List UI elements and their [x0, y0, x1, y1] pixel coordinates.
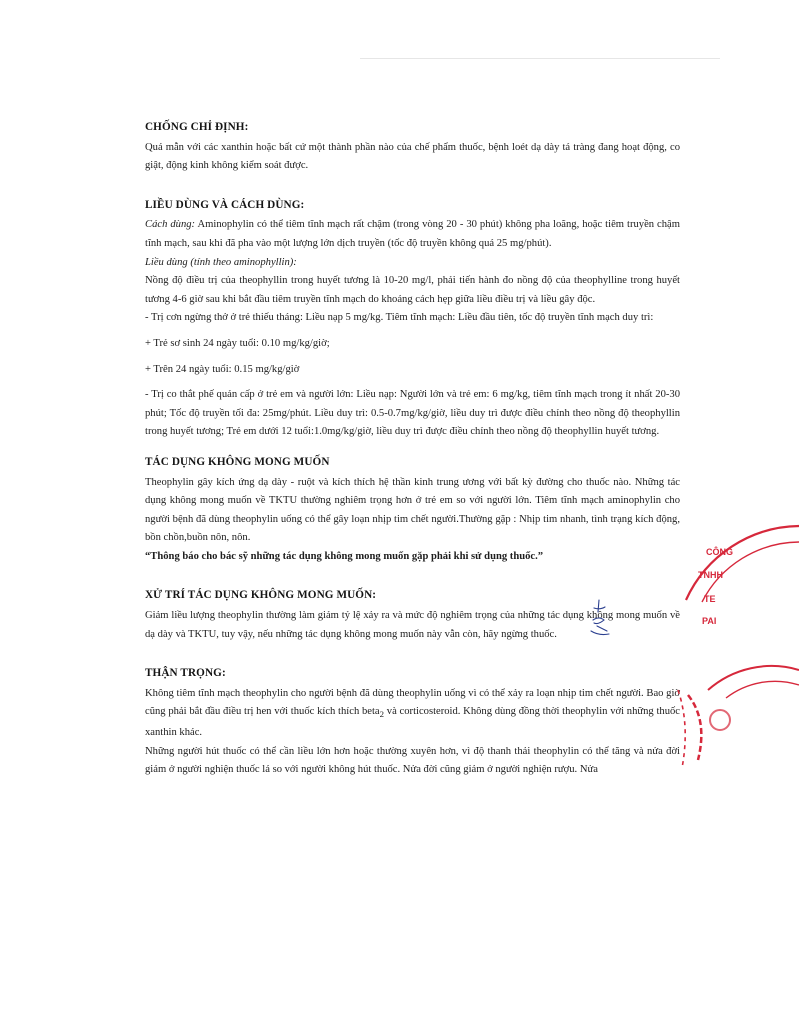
stamp-line-1: CÔNG: [706, 547, 733, 557]
contraindications-text: Quá mẫn với các xanthin hoặc bất cứ một thành phần nào của chế phẩm thuốc, bệnh loét dạ dày tá tràng đang hoạt động, co giật, động kinh không kiểm soát được.: [145, 141, 680, 172]
stamp-line-3: TE: [704, 594, 716, 604]
heading-precautions: THẬN TRỌNG:: [145, 667, 226, 680]
usage-text: Aminophylin có thể tiêm tĩnh mạch rất chậm (trong vòng 20 - 30 phút) không pha loãng, hoặc tiêm truyền chậm tĩnh mạch, sau khi đã pha vào một lượng lớn dịch truyền (tốc độ truyền không quá 25 mg/phút).: [145, 219, 680, 249]
section-side-effects: [145, 453, 680, 567]
scan-line-artifact: [360, 58, 720, 59]
management-text: Giảm liều lượng theophylin thường làm giảm tỷ lệ xảy ra và mức độ nghiêm trọng của những tác dụng không mong muốn về dạ dày và TKTU, tuy vậy, nếu những tác dụng không mong muốn này vẫn còn, hãy ngừng thuốc.: [145, 610, 680, 640]
apnea-dosing-text: - Trị cơn ngừng thở ở trẻ thiếu tháng: Liều nạp 5 mg/kg. Tiêm tĩnh mạch: Liều đầu tiên, tốc độ truyền tĩnh mạch duy trì:: [145, 312, 654, 324]
usage-label: Cách dùng:: [145, 219, 196, 231]
heading-dosage: LIỀU DÙNG VÀ CÁCH DÙNG:: [145, 198, 305, 211]
precautions-text-2: Những người hút thuốc có thể cần liều lớn hơn hoặc thường xuyên hơn, vì độ thanh thải theophylin có thể tăng và nửa đời giảm ở người nghiện thuốc lá so với người không hút thuốc. Nửa đời cũng giảm ở người nghiện rượu. Nửa: [145, 745, 680, 776]
heading-management: XỬ TRÍ TÁC DỤNG KHÔNG MONG MUỐN:: [145, 589, 377, 602]
precautions-text-1: [145, 685, 680, 743]
section-contraindications: [145, 118, 680, 176]
stamp-line-2: TNHH: [698, 570, 723, 580]
document-body: [145, 118, 680, 780]
side-effects-text: Theophylin gây kích ứng dạ dày - ruột và kích thích hệ thần kinh trung ương với bất kỳ đường cho thuốc nào. Những tác dụng không mong muốn về TKTU thường nghiêm trọng hơn ở trẻ em so với người lớn. Tiêm tĩnh mạch aminophylin cho người bệnh đã dùng theophylin uống có thể gây loạn nhịp tim chết người.Thường gặp : Nhịp tim nhanh, tình trạng kích động, bồn chồn,buồn nôn, nôn.: [145, 476, 680, 544]
dose-label: Liều dùng (tính theo aminophyllin):: [145, 256, 297, 268]
bronchospasm-dosing-text: - Trị co thắt phế quản cấp ở trẻ em và người lớn: Liều nạp: Người lớn và trẻ em: 6 mg/kg, tiêm tĩnh mạch trong ít nhất 20-30 phút; Tốc độ truyền tối đa: 25mg/phút. Liều duy trì: 0.5-0.7mg/kg/giờ, liều duy trì được điều chỉnh theo nồng độ theophyllin trong huyết tương; Trẻ em dưới 12 tuổi:1.0mg/kg/giờ, liều duy trì được điều chỉnh theo nồng độ theophyllin huyết tương.: [145, 389, 680, 438]
over24-dose-text: + Trên 24 ngày tuổi: 0.15 mg/kg/giờ: [145, 363, 300, 375]
precautions-text-1a: Không tiêm tĩnh mạch theophylin cho người bệnh đã dùng theophylin uống vì có thể xảy ra loạn nhịp tim chết người. Bao giờ cũng phải bắt đầu điều trị hen với thuốc kích thích beta: [145, 687, 680, 718]
beta-subscript: 2: [379, 709, 385, 720]
newborn-dose-text: + Trẻ sơ sinh 24 ngày tuổi: 0.10 mg/kg/giờ;: [145, 337, 330, 349]
section-dosage: [145, 196, 680, 442]
stamp-line-4: PAI: [702, 616, 717, 626]
precautions-text-1b: và corticosteroid. Không dùng đồng thời theophylin với những thuốc xanthin khác.: [145, 706, 680, 739]
company-stamp: [668, 520, 799, 780]
heading-contraindications: CHỐNG CHỈ ĐỊNH:: [145, 121, 249, 133]
section-precautions: [145, 664, 680, 780]
doctor-notice-text: “Thông báo cho bác sỹ những tác dụng không mong muốn gặp phải khi sử dụng thuốc.”: [145, 550, 544, 562]
signature-mark: [585, 598, 615, 638]
usage-paragraph: [145, 216, 680, 253]
therapeutic-level-text: Nồng độ điều trị của theophyllin trong huyết tương là 10-20 mg/l, phải tiến hành đo nồng độ của theophylline trong huyết tương 4-6 giờ sau khi bắt đầu tiêm truyền tĩnh mạch do khoảng cách hẹp giữa liều điều trị và liều gây độc.: [145, 275, 680, 305]
heading-side-effects: TÁC DỤNG KHÔNG MONG MUỐN: [145, 455, 330, 468]
